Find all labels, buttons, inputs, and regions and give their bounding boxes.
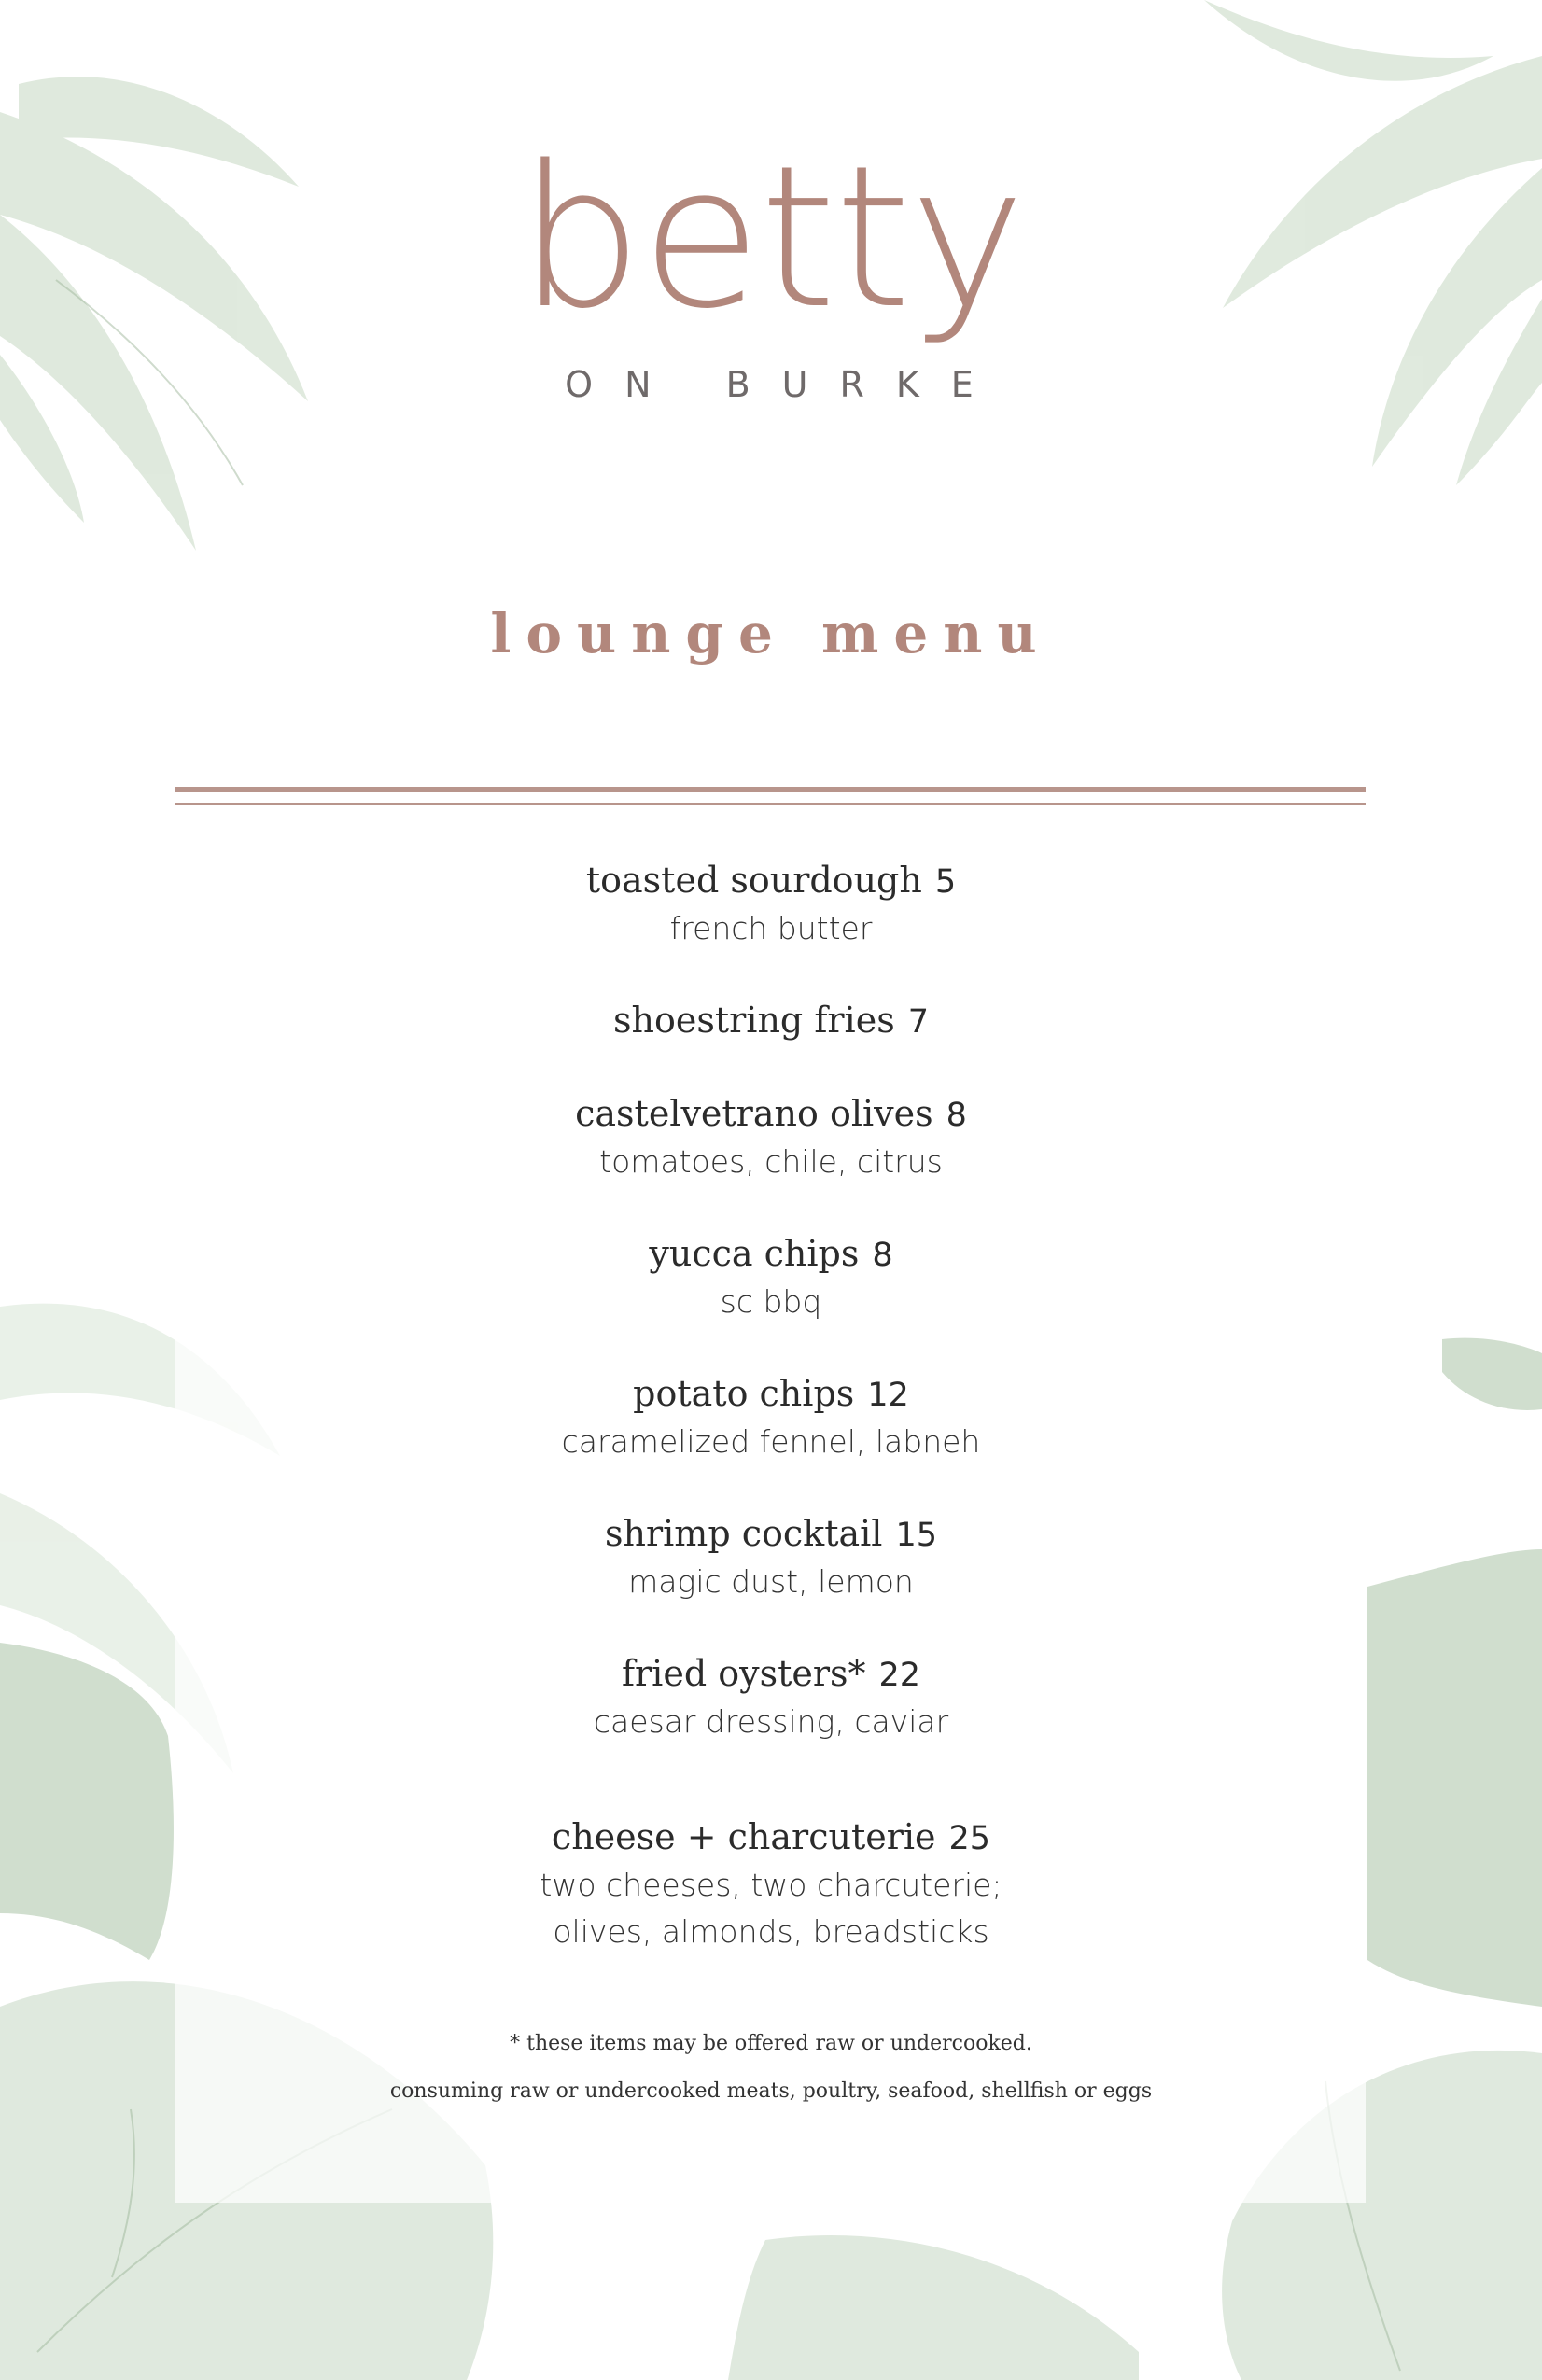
brand-logo: betty	[518, 123, 1024, 352]
menu-item	[0, 857, 1542, 952]
menu-item	[0, 1510, 1542, 1605]
item-description: magic dust, lemon	[628, 1563, 914, 1600]
item-description: sc bbq	[720, 1283, 822, 1320]
item-description: caramelized fennel, labneh	[561, 1423, 981, 1460]
item-price: 8	[872, 1237, 893, 1274]
item-name: shoestring fries	[613, 1000, 895, 1041]
item-price: 8	[946, 1097, 967, 1134]
item-description: caesar dressing, caviar	[593, 1703, 949, 1740]
item-name: toasted sourdough	[585, 860, 922, 901]
item-price: 7	[907, 1003, 929, 1041]
item-name: potato chips	[633, 1373, 855, 1414]
item-name: cheese + charcuterie	[551, 1816, 936, 1857]
menu-item	[0, 1230, 1542, 1325]
menu-title: lounge menu	[490, 602, 1052, 665]
divider-thin	[175, 803, 1366, 805]
divider-thick	[175, 787, 1366, 792]
menu-item	[0, 1090, 1542, 1185]
item-name: castelvetrano olives	[575, 1093, 933, 1134]
item-price: 12	[867, 1377, 909, 1414]
menu-item	[0, 1813, 1542, 1955]
item-name: shrimp cocktail	[605, 1513, 883, 1554]
menu-item	[0, 997, 1542, 1045]
brand-subtitle: ON BURKE	[565, 364, 1005, 405]
item-price: 22	[878, 1657, 921, 1694]
footnote-consumption-warning: consuming raw or undercooked meats, poultry, seafood, shellfish or eggs	[389, 2079, 1153, 2103]
item-price: 25	[948, 1820, 991, 1857]
item-description: french butter	[669, 910, 873, 946]
item-price: 5	[934, 863, 957, 901]
item-name: fried oysters*	[621, 1653, 866, 1694]
menu-item	[0, 1650, 1542, 1745]
item-name: yucca chips	[649, 1233, 860, 1274]
menu-item	[0, 1370, 1542, 1465]
footnote-raw-items: * these items may be offered raw or undercooked.	[510, 2032, 1032, 2055]
item-description: two cheeses, two charcuterie;	[540, 1867, 1002, 1903]
item-price: 15	[895, 1517, 937, 1554]
item-description: tomatoes, chile, citrus	[599, 1143, 943, 1180]
item-description-line2: olives, almonds, breadsticks	[553, 1913, 989, 1950]
